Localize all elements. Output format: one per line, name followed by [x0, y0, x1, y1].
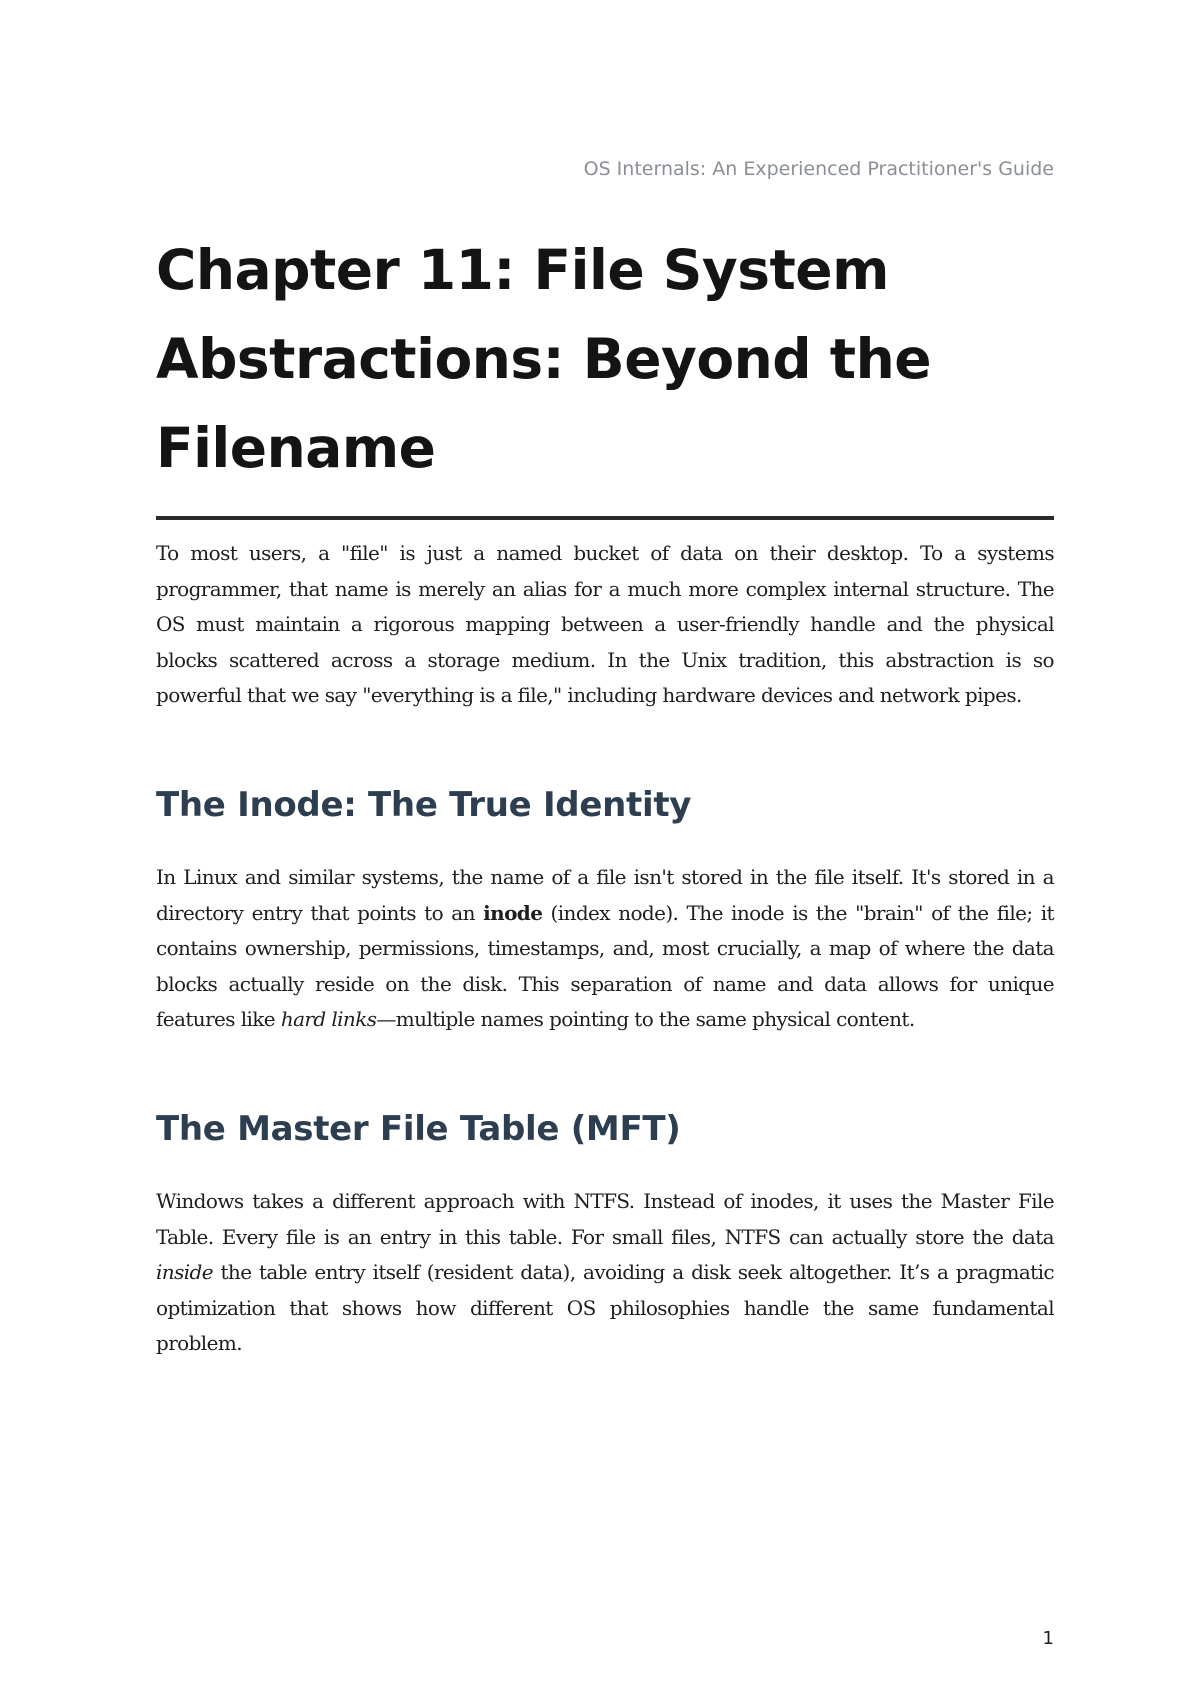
inode-paragraph: [156, 860, 1054, 1038]
inside-term: inside: [156, 1260, 213, 1284]
inode-text-1: In Linux and similar systems, the name of a file isn't stored in the file itself. It's stored in a directory entry that points to an: [156, 865, 1054, 925]
inode-text-2: (index node). The inode is the "brain" of the file; it contains ownership, permissions, timestamps, and, most crucially, a map of where the data blocks actually reside on the disk. This separation of name and data allows for unique features like: [156, 900, 1054, 1031]
title-divider: [156, 516, 1054, 520]
inode-bold-term: inode: [483, 900, 543, 925]
chapter-title: Chapter 11: File System Abstractions: Beyond the Filename: [156, 238, 932, 480]
hard-links-term: hard links: [280, 1007, 377, 1031]
section-heading-mft: The Master File Table (MFT): [156, 1109, 681, 1149]
inode-text-3: —multiple names pointing to the same physical content.: [376, 1007, 915, 1031]
running-header: OS Internals: An Experienced Practitioner's Guide: [583, 158, 1054, 180]
mft-paragraph: [156, 1184, 1054, 1362]
intro-paragraph: To most users, a "file" is just a named bucket of data on their desktop. To a systems programmer, that name is merely an alias for a much more complex internal structure. The OS must maintain a rigorous mapping between a user-friendly handle and the physical blocks scattered across a storage medium. In the Unix tradition, this abstraction is so powerful that we say "everything is a file," including hardware devices and network pipes.: [156, 541, 1054, 707]
page-number: 1: [1042, 1628, 1054, 1649]
mft-text-2: the table entry itself (resident data), avoiding a disk seek altogether. It’s a pragmatic optimization that shows how different OS philosophies handle the same fundamental problem.: [156, 1260, 1054, 1355]
mft-text-1: Windows takes a different approach with NTFS. Instead of inodes, it uses the Master File Table. Every file is an entry in this table. For small files, NTFS can actually store the data: [156, 1189, 1054, 1249]
document-page: [156, 0, 1054, 1696]
section-heading-inode: The Inode: The True Identity: [156, 785, 692, 825]
